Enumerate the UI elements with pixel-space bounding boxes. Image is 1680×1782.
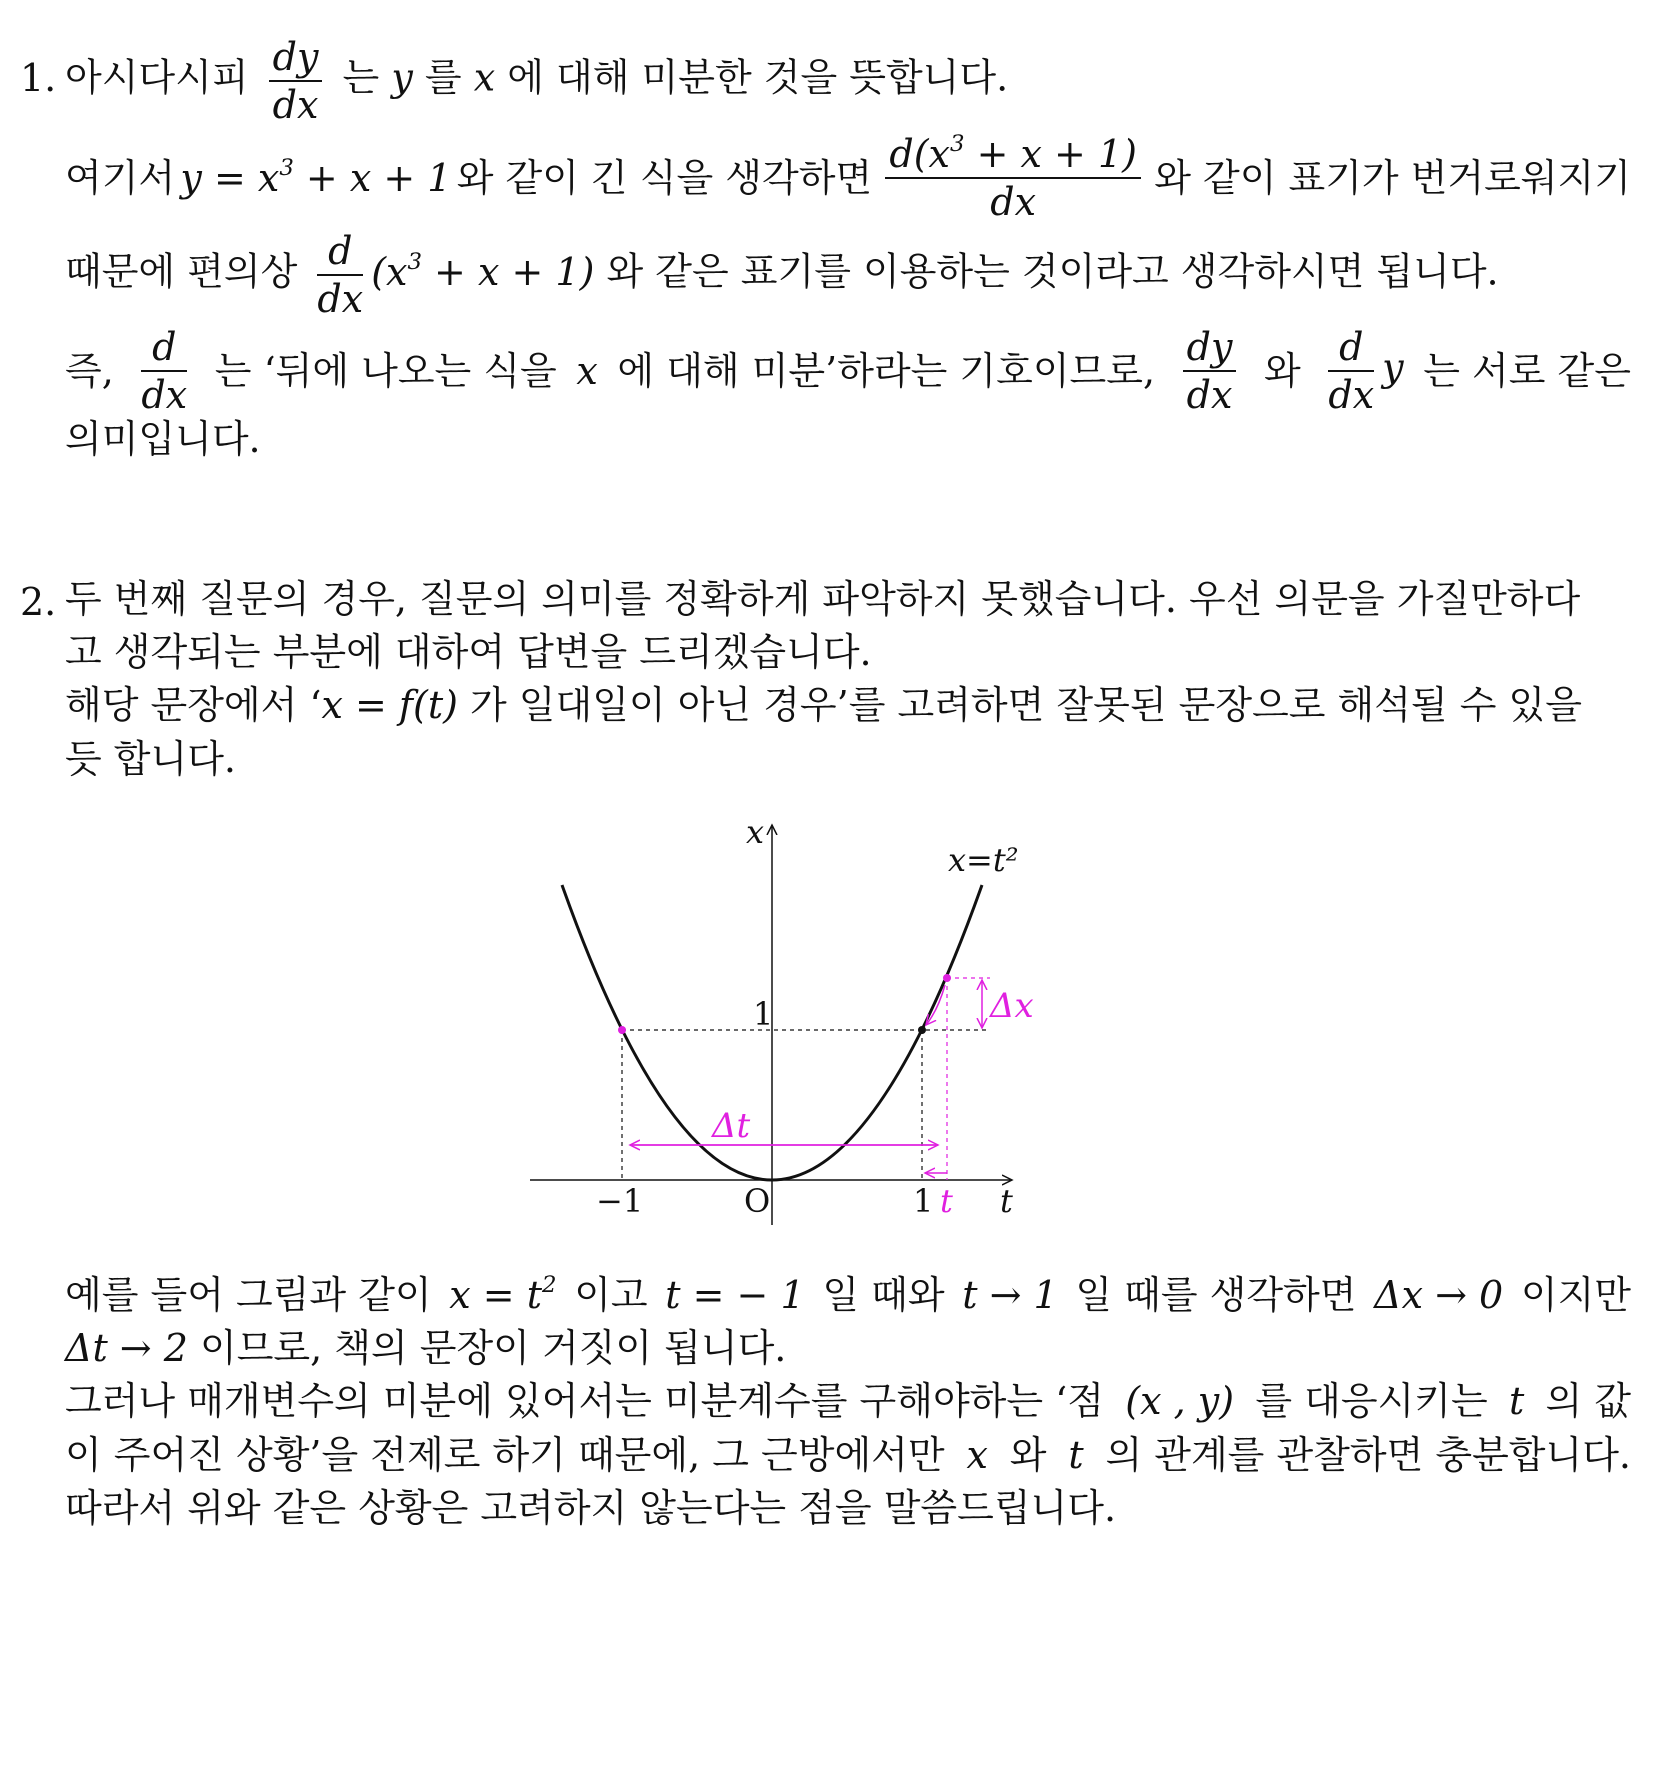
x-axis-label: x	[746, 815, 765, 851]
p1-text: 는 서로 같은	[1423, 349, 1631, 393]
p1-text: 를	[424, 55, 462, 100]
p1-text: 때문에 편의상	[65, 249, 298, 294]
exponent: 3	[279, 155, 294, 182]
fraction-dy-dx	[269, 35, 323, 127]
p1-text: 와 같이 표기가 번거로워지기	[1154, 156, 1631, 200]
delta-t-label: Δt	[712, 1106, 751, 1146]
fraction-denominator: dx	[272, 83, 319, 127]
exponent: 3	[950, 131, 965, 158]
math-part: x = t	[449, 1273, 542, 1317]
fraction-numerator	[885, 131, 1141, 179]
parabola-diagram	[520, 815, 1040, 1235]
item-number-2: 2.	[20, 580, 57, 624]
math-expression	[371, 250, 594, 294]
fraction-denominator: dx	[1186, 373, 1233, 417]
fraction-d-dx	[141, 325, 188, 417]
p3-text: 이고	[574, 1273, 648, 1317]
point-neg1	[618, 1026, 626, 1034]
p2-line-3	[65, 683, 1582, 727]
math-var: x	[576, 349, 598, 393]
fraction-denominator: dx	[317, 277, 364, 321]
fraction-denominator: dx	[990, 180, 1037, 224]
curve-approach-arrow	[926, 985, 945, 1025]
math-expression: t = − 1	[665, 1273, 805, 1317]
math-part: + x + 1)	[421, 249, 595, 294]
math-expression	[180, 155, 452, 200]
p3-text: 를 대응시키는	[1255, 1379, 1488, 1423]
curve-label: x=t²	[948, 841, 1019, 879]
p3-line-5: 따라서 위와 같은 상황은 고려하지 않는다는 점을 말씀드립니다.	[65, 1486, 1117, 1530]
fraction-d-dx	[1328, 325, 1375, 417]
math-expression	[449, 1272, 557, 1317]
p1-line-4	[65, 325, 1631, 417]
tick-x1: 1	[753, 995, 774, 1033]
math-part: d(x	[889, 132, 950, 176]
math-var: t	[1068, 1433, 1084, 1477]
fraction-dy-dx	[1183, 325, 1237, 417]
math-part: + x + 1	[293, 156, 452, 200]
p3-text: 일 때를 생각하면	[1075, 1273, 1357, 1317]
p2-text: 두 번째 질문의 경우, 질문의 의미를 정확하게 파악하지 못했습니다. 우선 의문을 가질만하다	[65, 577, 1581, 621]
p2-text: 가 일대일이 아닌 경우’를 고려하면 잘못된 문장으로 해석될 수 있을	[470, 683, 1582, 727]
exponent: 3	[407, 248, 422, 275]
p1-text: 와	[1264, 349, 1301, 393]
math-var: t	[1508, 1379, 1525, 1423]
math-part: + x + 1)	[964, 132, 1137, 176]
tick-1: 1	[913, 1182, 934, 1220]
math-expression: Δt → 2	[65, 1326, 188, 1370]
math-part: y = x	[180, 156, 280, 200]
p2-line-4: 듯 합니다.	[65, 737, 236, 781]
t-axis-label: t	[1000, 1182, 1013, 1220]
math-expression: t → 1	[962, 1273, 1058, 1317]
origin-label: O	[744, 1182, 771, 1220]
tick-t: t	[940, 1182, 953, 1220]
p3-text: 와	[1009, 1433, 1047, 1477]
p3-text: 의 값	[1545, 1379, 1631, 1423]
math-var: x	[473, 55, 496, 100]
p1-text: 와 같은 표기를 이용하는 것이라고 생각하시면 됩니다.	[606, 249, 1499, 294]
p1-text: 아시다시피	[65, 55, 249, 100]
p1-line-2	[65, 131, 1631, 224]
point-t	[943, 974, 951, 982]
p1-text: 에 대해 미분’하라는 기호이므로,	[617, 349, 1156, 393]
p3-line-2	[65, 1326, 787, 1370]
math-var: x	[966, 1433, 988, 1477]
p3-line-4	[65, 1433, 1631, 1477]
p1-text: 와 같이 긴 식을 생각하면	[456, 156, 873, 200]
p2-line-2: 고 생각되는 부분에 대하여 답변을 드리겠습니다.	[65, 630, 872, 674]
fraction-d-expression	[885, 131, 1141, 224]
p2-line-1	[65, 577, 1631, 621]
p1-text: 는 ‘뒤에 나오는 식을	[214, 349, 557, 393]
fraction-numerator: d	[1328, 328, 1374, 372]
p1-text: 는	[342, 55, 380, 100]
fraction-numerator: d	[317, 232, 363, 276]
fraction-denominator: dx	[141, 373, 188, 417]
math-var: y	[1382, 345, 1404, 390]
math-expression: x = f(t)	[321, 683, 458, 727]
fraction-numerator: dy	[1183, 328, 1237, 372]
item-number-1: 1.	[20, 56, 57, 100]
math-var: y	[391, 55, 413, 100]
fraction-denominator: dx	[1328, 373, 1375, 417]
p1-line-3	[65, 229, 1499, 321]
p3-text: 예를 들어 그림과 같이	[65, 1273, 432, 1317]
point-1	[918, 1026, 926, 1034]
fraction-numerator: dy	[269, 38, 323, 82]
fraction-d-dx	[317, 229, 364, 321]
p1-text: 즉,	[65, 349, 114, 393]
p3-line-1	[65, 1272, 1631, 1317]
delta-x-label: Δx	[990, 986, 1034, 1026]
tick-neg1: −1	[596, 1182, 644, 1220]
math-part: (x	[371, 249, 408, 294]
p3-text: 의 관계를 관찰하면 충분합니다.	[1105, 1433, 1631, 1477]
p3-text: 이므로, 책의 문장이 거짓이 됩니다.	[199, 1326, 787, 1370]
p1-text: 여기서	[65, 156, 176, 200]
fraction-numerator: d	[141, 328, 187, 372]
p3-text: 이 주어진 상황’을 전제로 하기 때문에, 그 근방에서만	[65, 1433, 945, 1477]
p1-text: 에 대해 미분한 것을 뜻합니다.	[507, 55, 1009, 100]
p3-text: 그러나 매개변수의 미분에 있어서는 미분계수를 구해야하는 ‘점	[65, 1379, 1104, 1423]
p3-text: 이지만	[1520, 1273, 1631, 1317]
math-expression: (x , y)	[1125, 1379, 1235, 1423]
p2-text: 해당 문장에서 ‘	[65, 683, 322, 727]
exponent: 2	[542, 1272, 557, 1299]
p3-text: 일 때와	[822, 1273, 945, 1317]
p3-line-3	[65, 1379, 1631, 1423]
p1-line-5: 의미입니다.	[65, 417, 261, 461]
p1-line-1	[65, 35, 1009, 127]
math-expression: Δx → 0	[1374, 1273, 1504, 1317]
